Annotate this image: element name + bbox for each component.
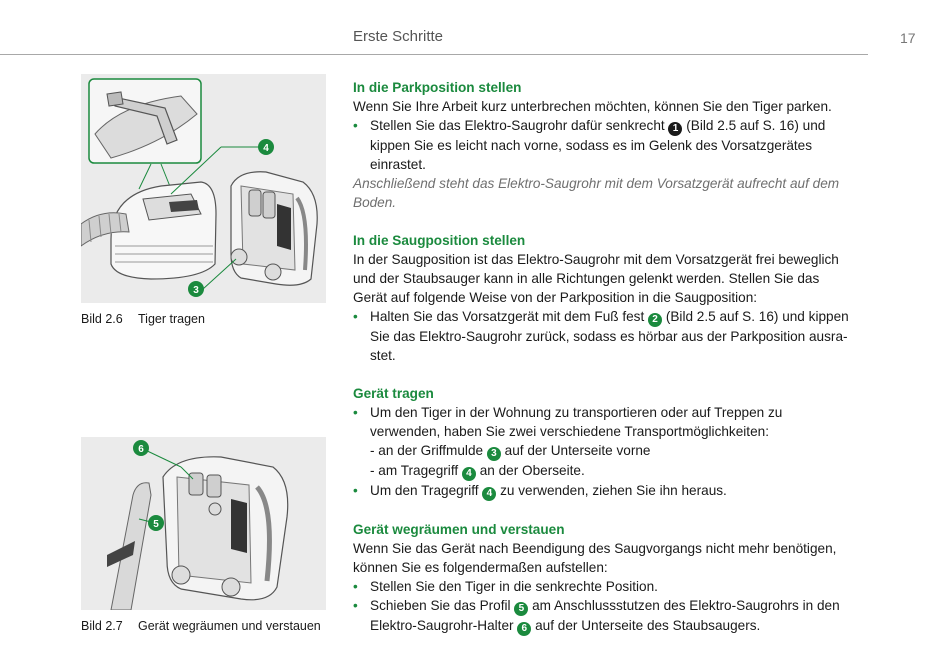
page-number: 17 bbox=[900, 30, 916, 46]
section-heading: Gerät tragen bbox=[353, 386, 434, 401]
number-badge: 2 bbox=[648, 313, 662, 327]
sub-list-item: - am Tragegriff 4 an der Oberseite. bbox=[370, 463, 585, 479]
bullet-icon: • bbox=[353, 598, 358, 613]
callout-4: 4 bbox=[263, 143, 269, 154]
list-item: • Um den Tragegriff 4 zu verwenden, ziehen Sie ihn heraus. bbox=[353, 483, 727, 499]
list-item: • Halten Sie das Vorsatzgerät mit dem Fuß fest 2 (Bild 2.5 auf S. 16) und kippen Sie das Elektro-Saugrohr zurück, sodass es hörbar aus der Parkposition ausra- stet. bbox=[353, 309, 849, 363]
bullet-icon: • bbox=[353, 483, 358, 498]
list-item: • Schieben Sie das Profil 5 am Anschlussstutzen des Elektro-Saugrohrs in den Elektro-Saugrohr-Halter 6 auf der Unterseite des Staubsaugers. bbox=[353, 598, 840, 634]
bullet-icon: • bbox=[353, 579, 358, 594]
list-item: • Stellen Sie das Elektro-Saugrohr dafür senkrecht 1 (Bild 2.5 auf S. 16) und kippen Sie es leicht nach vorne, sodass es im Gelenk des Vorsatzgerätes einrastet. bbox=[353, 118, 826, 172]
figure-tiger-tragen bbox=[81, 74, 326, 303]
callout-6: 6 bbox=[138, 444, 144, 455]
paragraph: In der Saugposition ist das Elektro-Saugrohr mit dem Vorsatzgerät frei beweglich und der Staubsauger kann in alle Richtungen gelenkt werden. Stellen Sie das Gerät auf folgende Weise von der Parkposition in die Saugposition: bbox=[353, 252, 839, 305]
bullet-icon: • bbox=[353, 118, 358, 133]
section-heading: Gerät wegräumen und verstauen bbox=[353, 522, 565, 537]
section-heading: In die Parkposition stellen bbox=[353, 80, 522, 95]
header-title: Erste Schritte bbox=[353, 28, 444, 45]
figure-caption bbox=[81, 619, 321, 633]
list-item: • Stellen Sie den Tiger in die senkrechte Position. bbox=[353, 579, 658, 594]
number-badge: 3 bbox=[487, 447, 501, 461]
bullet-icon: • bbox=[353, 309, 358, 324]
caption-text: Tiger tragen bbox=[138, 312, 205, 326]
caption-number: Bild 2.7 bbox=[81, 619, 123, 633]
number-badge: 5 bbox=[514, 602, 528, 616]
number-badge: 4 bbox=[482, 487, 496, 501]
section-heading: In die Saugposition stellen bbox=[353, 233, 526, 248]
figure-geraet-verstauen bbox=[81, 437, 326, 610]
figure-caption bbox=[81, 312, 205, 326]
caption-number: Bild 2.6 bbox=[81, 312, 123, 326]
paragraph: Wenn Sie das Gerät nach Beendigung des Saugvorgangs nicht mehr benötigen, können Sie es folgendermaßen aufstellen: bbox=[353, 541, 837, 575]
bullet-icon: • bbox=[353, 405, 358, 420]
number-badge: 4 bbox=[462, 467, 476, 481]
main-content bbox=[353, 78, 873, 636]
sub-list-item: - an der Griffmulde 3 auf der Unterseite vorne bbox=[370, 443, 651, 459]
callout-5: 5 bbox=[153, 519, 159, 530]
number-badge: 1 bbox=[668, 122, 682, 136]
list-item: • Um den Tiger in der Wohnung zu transportieren oder auf Treppen zu verwenden, haben Sie zwei verschiedene Transportmöglichkeiten: bbox=[353, 405, 783, 439]
paragraph: Wenn Sie Ihre Arbeit kurz unterbrechen möchten, können Sie den Tiger parken. bbox=[353, 99, 832, 114]
note-text: Anschließend steht das Elektro-Saugrohr mit dem Vorsatzgerät aufrecht auf dem Boden. bbox=[353, 176, 840, 210]
caption-text: Gerät wegräumen und verstauen bbox=[138, 619, 321, 633]
number-badge: 6 bbox=[517, 622, 531, 636]
header-divider bbox=[0, 54, 868, 55]
callout-3: 3 bbox=[193, 285, 199, 296]
